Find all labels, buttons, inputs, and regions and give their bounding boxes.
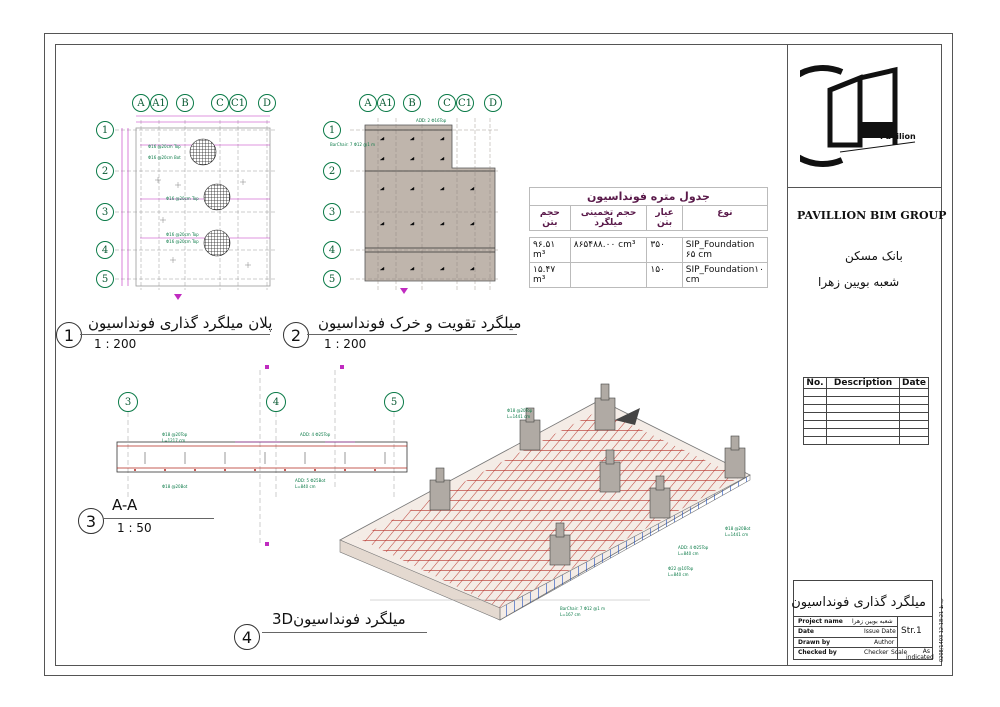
rebar-3d-drawing bbox=[330, 380, 780, 625]
sheet-title: میلگرد گذاری فونداسیون bbox=[791, 595, 926, 610]
schedule-header-grade: عیار بتن bbox=[647, 206, 682, 231]
view-2-title-line bbox=[307, 334, 517, 335]
add-top-tag: ADD: 2 Φ16Top bbox=[416, 118, 447, 123]
schedule-cell-rebar: ۸۶۵۴۸۸.۰۰ cm³ bbox=[570, 238, 647, 263]
iso-add-tag: ADD: 4 Φ25Top bbox=[678, 545, 709, 550]
grid-bubble-4: 4 bbox=[323, 241, 341, 259]
grid-bubble-3: 3 bbox=[96, 203, 114, 221]
grid-bubble-C1: C1 bbox=[456, 94, 474, 112]
quantity-schedule bbox=[529, 187, 768, 288]
sheet-number: Str.1 bbox=[901, 626, 922, 636]
grid-bubble-4: 4 bbox=[266, 392, 286, 412]
schedule-cell-grade: ۱۵۰ bbox=[647, 263, 682, 288]
table-row bbox=[804, 429, 929, 437]
section-top-tag: Φ18 @20Top bbox=[162, 432, 188, 437]
iso-len-tag: L=1441 cm bbox=[507, 414, 531, 419]
schedule-cell-volume: ۱۵.۴۷ m³ bbox=[530, 263, 571, 288]
iso-add-len-tag: L=840 cm bbox=[678, 551, 699, 556]
view-2-scale: 1 : 200 bbox=[324, 337, 367, 351]
view-1-number: 1 bbox=[56, 322, 82, 348]
grid-bubble-1: 1 bbox=[323, 121, 341, 139]
grid-bubble-C1: C1 bbox=[229, 94, 247, 112]
checked-by-value: Checker bbox=[864, 649, 889, 656]
table-row bbox=[530, 263, 768, 288]
section-bot-tag: Φ18 @20Bot bbox=[162, 484, 188, 489]
scale-label: Scale bbox=[891, 649, 908, 656]
grid-bubble-D: D bbox=[484, 94, 502, 112]
table-row bbox=[804, 421, 929, 429]
sheet-info-box bbox=[793, 580, 933, 660]
branch-name: شعبه بویین زهرا bbox=[818, 275, 900, 289]
grid-bubble-2: 2 bbox=[96, 162, 114, 180]
iso-top-tag: Φ18 @20Top bbox=[507, 408, 533, 413]
grid-bubble-3: 3 bbox=[118, 392, 138, 412]
print-timestamp: 0208/1403 12:18:21 ب.ظ bbox=[939, 598, 945, 662]
schedule-header-volume: حجم بتن bbox=[530, 206, 571, 231]
schedule-cell-volume: ۹۶.۵۱ m³ bbox=[530, 238, 571, 263]
date-label: Date bbox=[798, 628, 814, 635]
view-3-number: 3 bbox=[78, 508, 104, 534]
iso-bot2-tag: Φ22 @10Top bbox=[668, 566, 694, 571]
plan-tag-5: Φ16 @20cm Top bbox=[166, 239, 199, 244]
bar-chair-tag: BarChair: 7 Φ12 @1 m bbox=[330, 142, 375, 147]
schedule-cell-rebar bbox=[570, 263, 647, 288]
view-3-title-line bbox=[104, 518, 214, 519]
grid-bubble-C: C bbox=[211, 94, 229, 112]
logo-divider bbox=[787, 187, 942, 188]
rev-header-description: Description bbox=[827, 378, 900, 389]
section-add2-tag: ADD: 5 Φ25Bot bbox=[295, 478, 326, 483]
table-row bbox=[530, 238, 768, 263]
iso-chair-len-tag: L=167 cm bbox=[560, 612, 581, 617]
view-2-title: میلگرد تقویت و خرک فونداسیون bbox=[318, 314, 522, 332]
grid-bubble-A: A bbox=[359, 94, 377, 112]
view-4-number: 4 bbox=[234, 624, 260, 650]
plan-tag-2: Φ16 @20cm Bot bbox=[148, 155, 181, 160]
section-len-tag: L=1217 cm bbox=[162, 438, 186, 443]
grid-bubble-B: B bbox=[176, 94, 194, 112]
logo-text: Pavilion bbox=[880, 132, 916, 141]
schedule-cell-type: SIP_Foundation ۶۵ cm bbox=[682, 238, 767, 263]
table-row bbox=[804, 405, 929, 413]
drawn-by-label: Drawn by bbox=[798, 639, 831, 646]
plan-tag-4: Φ16 @20cm Top bbox=[166, 232, 199, 237]
table-row bbox=[804, 413, 929, 421]
grid-bubble-4: 4 bbox=[96, 241, 114, 259]
rev-header-date: Date bbox=[900, 378, 929, 389]
section-len2-tag: L=840 cm bbox=[295, 484, 316, 489]
iso-bot-tag: Φ18 @20Bot bbox=[725, 526, 751, 531]
grid-bubble-2: 2 bbox=[323, 162, 341, 180]
scale-value: As indicated bbox=[906, 648, 934, 661]
table-row bbox=[804, 397, 929, 405]
iso-len2-tag: L=840 cm bbox=[668, 572, 689, 577]
grid-bubble-5: 5 bbox=[96, 270, 114, 288]
grid-bubble-C: C bbox=[438, 94, 456, 112]
grid-bubble-A1: A1 bbox=[150, 94, 168, 112]
grid-bubble-A1: A1 bbox=[377, 94, 395, 112]
view-4-title-line bbox=[262, 632, 427, 633]
table-row bbox=[804, 389, 929, 397]
project-name-value: شعبه بویین زهرا bbox=[852, 618, 893, 625]
grid-bubble-3: 3 bbox=[323, 203, 341, 221]
title-block-divider bbox=[787, 44, 788, 666]
reinforcement-drawing bbox=[340, 110, 510, 310]
company-name: PAVILLION BIM GROUP bbox=[797, 209, 947, 222]
schedule-header-rebar: حجم تخمینی میلگرد bbox=[570, 206, 647, 231]
grid-bubble-B: B bbox=[403, 94, 421, 112]
view-1-title-line bbox=[80, 334, 270, 335]
view-2-number: 2 bbox=[283, 322, 309, 348]
iso-len3-tag: L=1441 cm bbox=[725, 532, 749, 537]
plan-tag-3: Φ16 @20cm Top bbox=[166, 196, 199, 201]
view-4-title: میلگرد فونداسیون3D bbox=[272, 610, 406, 628]
section-add-tag: ADD: 4 Φ25Top bbox=[300, 432, 331, 437]
schedule-title: جدول متره فونداسیون bbox=[530, 188, 768, 206]
grid-bubble-5: 5 bbox=[384, 392, 404, 412]
schedule-cell-type: SIP_Foundation۱۰ cm bbox=[682, 263, 767, 288]
schedule-cell-grade: ۳۵۰ bbox=[647, 238, 682, 263]
plan-tag-1: Φ16 @20cm Top bbox=[148, 144, 181, 149]
rev-header-no: No. bbox=[804, 378, 827, 389]
client-name: بانک مسکن bbox=[845, 249, 903, 263]
schedule-header-type: نوع bbox=[682, 206, 767, 231]
grid-bubble-D: D bbox=[258, 94, 276, 112]
table-row bbox=[804, 437, 929, 445]
iso-chair-tag: BarChair: 7 Φ12 @1 m bbox=[560, 606, 605, 611]
revision-table bbox=[803, 377, 929, 445]
view-1-title: پلان میلگرد گذاری فونداسیون bbox=[88, 314, 273, 332]
issue-date-label: Issue Date bbox=[864, 628, 896, 635]
grid-bubble-5: 5 bbox=[323, 270, 341, 288]
view-1-scale: 1 : 200 bbox=[94, 337, 137, 351]
drawn-by-value: Author bbox=[874, 639, 895, 646]
view-3-scale: 1 : 50 bbox=[117, 521, 152, 535]
grid-bubble-A: A bbox=[132, 94, 150, 112]
pavilion-logo-icon bbox=[800, 60, 930, 170]
project-name-label: Project name bbox=[798, 618, 843, 625]
grid-bubble-1: 1 bbox=[96, 121, 114, 139]
checked-by-label: Checked by bbox=[798, 649, 837, 656]
plan-drawing bbox=[100, 110, 280, 310]
view-3-title: A-A bbox=[112, 496, 138, 514]
